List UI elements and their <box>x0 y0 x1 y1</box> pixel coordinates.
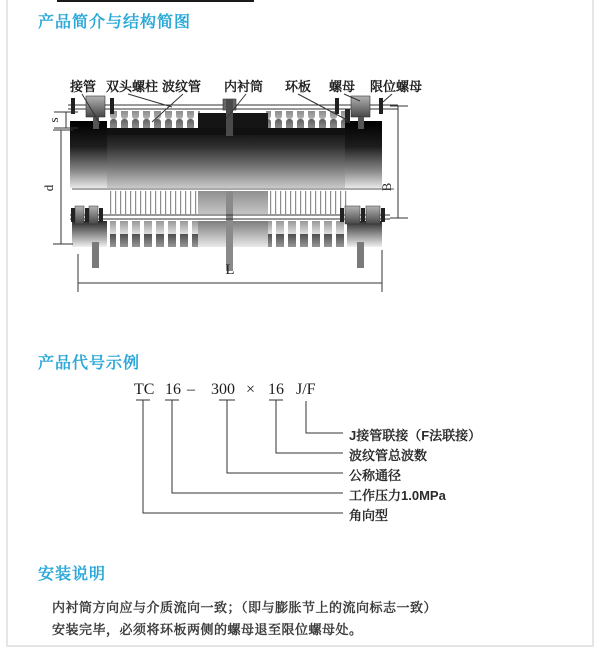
code-part-type: TC <box>134 381 155 398</box>
annotation-wave-count: 波纹管总波数 <box>349 448 428 463</box>
dim-s-label: s <box>46 117 61 123</box>
dim-d-label: d <box>41 184 56 192</box>
code-part-dash: – <box>187 381 195 398</box>
nut-left <box>86 96 105 117</box>
code-leader-lines <box>136 400 343 513</box>
label-inner-liner: 内衬筒 <box>224 79 264 94</box>
section-title-install: 安装说明 <box>38 566 107 583</box>
code-part-diameter: 300 <box>211 381 235 398</box>
washer <box>335 98 339 114</box>
section-title-code: 产品代号示例 <box>38 355 141 372</box>
ring-plate-bolt <box>345 109 350 123</box>
annotation-angular-type: 角向型 <box>349 508 389 523</box>
install-note-line1: 内衬筒方向应与介质流向一致；（即与膨胀节上的流向标志一致） <box>52 600 438 615</box>
body-lower <box>72 191 382 271</box>
limit-nut-washer <box>379 98 383 114</box>
stud-center-lower <box>226 191 233 271</box>
label-limit-nut: 限位螺母 <box>370 79 423 94</box>
annotation-nominal-diameter: 公称通径 <box>349 468 402 483</box>
dim-B-label: B <box>379 182 394 192</box>
pipe-end-right <box>345 121 382 188</box>
code-part-connection: J/F <box>296 381 316 398</box>
top-crop-artifact <box>57 0 254 2</box>
stud-end-right <box>357 242 364 268</box>
label-bellows: 波纹管 <box>162 79 202 94</box>
label-connecting-pipe: 接管 <box>70 79 97 94</box>
code-part-pressure: 16 <box>165 381 181 398</box>
stud-end-left <box>92 242 99 268</box>
code-part-times: × <box>246 381 256 398</box>
label-ring-plate: 环板 <box>285 79 312 94</box>
washer <box>110 98 114 114</box>
install-note-line2: 安装完毕，必须将环板两侧的螺母退至限位螺母处。 <box>52 622 363 637</box>
section-title-intro: 产品简介与结构简图 <box>38 14 192 31</box>
dim-L-label: L <box>225 262 235 278</box>
annotation-connection: J接管联接（F法联接） <box>349 428 482 443</box>
label-nut: 螺母 <box>329 79 356 94</box>
annotation-working-pressure: 工作压力1.0MPa <box>349 488 446 503</box>
nut-right <box>351 96 370 117</box>
code-part-waves: 16 <box>268 381 284 398</box>
label-stud: 双头螺柱 <box>106 79 159 94</box>
pipe-end-left <box>70 121 107 188</box>
assembly-drawing <box>41 79 422 292</box>
